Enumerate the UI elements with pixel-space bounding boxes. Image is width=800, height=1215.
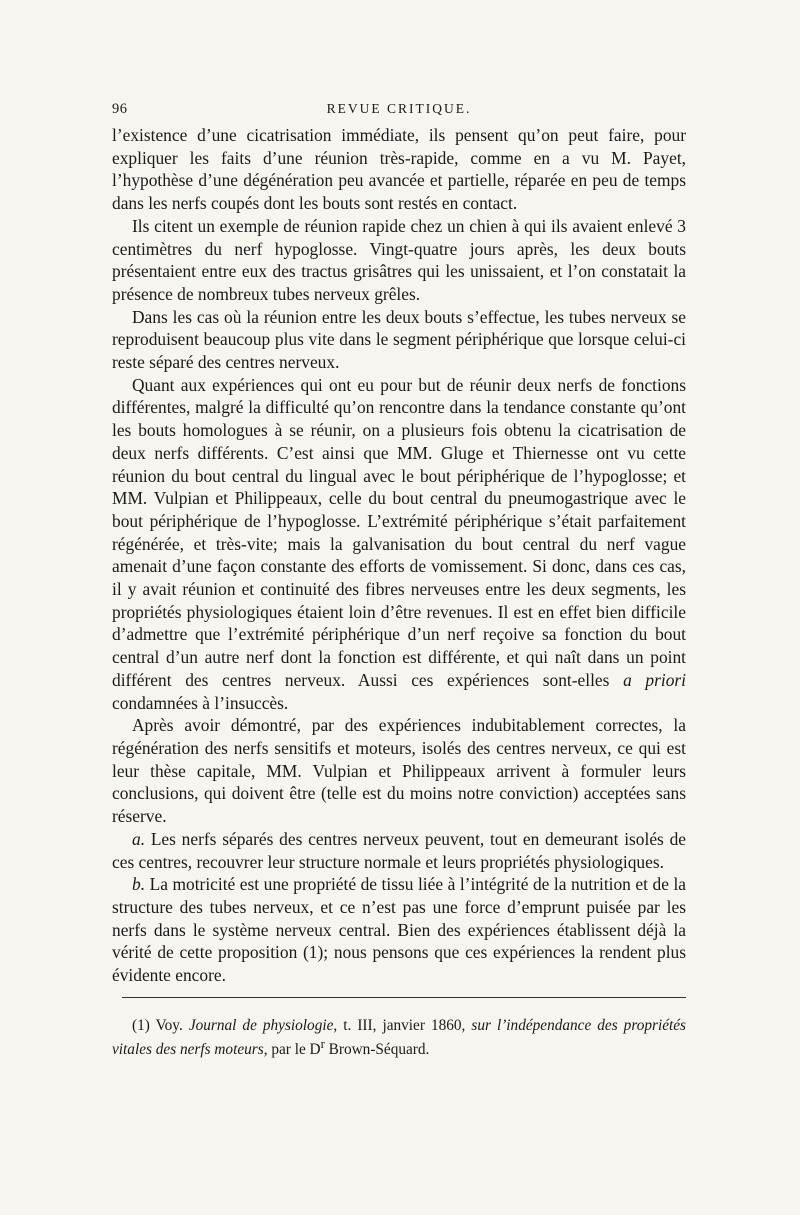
- running-title: REVUE CRITIQUE.: [326, 101, 472, 116]
- page-number: 96: [112, 101, 128, 117]
- conclusion-a: [112, 828, 686, 873]
- conclusion-b: [112, 873, 686, 987]
- item-b-label: b.: [132, 874, 146, 895]
- paragraph-2: Ils citent un exemple de réunion rapide chez un chien à qui ils avaient enlevé 3 centimètres du nerf hypoglosse. Vingt-quatre jours après, les deux bouts présentaient entre eux des tractus grisâtres qui les unissaient, et l’on constatait la présence de nombreux tubes nerveux grêles.: [112, 215, 686, 304]
- paragraph-4: [112, 374, 686, 715]
- footnote-prefix: Voy.: [149, 1016, 189, 1034]
- paragraph-1: l’existence d’une cicatrisation immédiate, ils pensent qu’on peut faire, pour expliquer les faits d’une réunion très-rapide, comme en a vu M. Payet, l’hypothèse d’une dégénération peu avancée et partielle, réparée en peu de temps dans les nerfs coupés dont les bouts sont restés en contact.: [112, 125, 686, 214]
- item-a-label: a.: [132, 828, 146, 849]
- footnote-marker: (1): [132, 1016, 150, 1034]
- footnote-reference: (1);: [297, 942, 334, 963]
- footnote-author: Brown-Séquard.: [324, 1041, 430, 1059]
- conclusion-b-text: La motricité est une propriété de tissu liée à l’intégrité de la nutrition et de la structure des tubes nerveux, et ce n’est pas une force d’emprunt puisée par les nerfs dans le système nerveux central. Bien des expériences établissent déjà la vérité de cette proposition: [112, 874, 686, 963]
- footnote-mid: , t. III, janvier 1860,: [333, 1016, 472, 1034]
- footnote-rule: [122, 997, 686, 998]
- running-header: [112, 96, 686, 124]
- paragraph-5: Après avoir démontré, par des expériences indubitablement correctes, la régénération des nerfs sensitifs et moteurs, isolés des centres nerveux, ce qui est leur thèse capitale, MM. Vulpian et Philippeaux arrivent à formuler leurs conclusions, qui doivent être (telle est du moins notre conviction) acceptées sans réserve.: [112, 715, 686, 827]
- footnote-suffix: , par le D: [263, 1041, 321, 1059]
- paragraph-4-text: Quant aux expériences qui ont eu pour but de réunir deux nerfs de fonctions différentes, malgré la difficulté qu’on rencontre dans la tendance constante qu’ont les bouts homologues à se réunir, on a plusieurs fois obtenu la cicatrisation de deux nerfs différents. C’est ainsi que MM. Gluge et Thiernesse ont vu cette réunion du bout central du lingual avec le bout périphérique de l’hypoglosse; et MM. Vulpian et Philippeaux, celle du bout central du pneumogastrique avec le bout périphérique de l’hypoglosse. L’extrémité périphérique s’était parfaitement régénérée, et très-vite; mais la galvanisation du bout central du nerf vague amenait d’une façon constante des efforts de vomissement. Si donc, dans ces cas, il y avait réunion et continuité des fibres nerveuses entre les deux segments, les propriétés physiologiques étaient loin d’être revenues. Il est en effet bien difficile d’admettre que l’extrémité périphérique d’un nerf reçoive sa fonction du bout central d’un autre nerf dont la fonction est différente, et qui naît dans un point différent des centres nerveux. Aussi ces expériences sont-elles: [112, 374, 686, 690]
- conclusion-b-tail: nous pensons que ces expériences la rendent plus évidente encore.: [112, 942, 686, 986]
- italic-a-priori: a priori: [623, 669, 687, 690]
- paragraph-3: Dans les cas où la réunion entre les deux bouts s’effectue, les tubes nerveux se reproduisent beaucoup plus vite dans le segment périphérique que lorsque celui-ci reste séparé des centres nerveux.: [112, 306, 686, 373]
- paragraph-4-tail: condamnées à l’insuccès.: [112, 692, 289, 713]
- conclusion-a-text: Les nerfs séparés des centres nerveux peuvent, tout en demeurant isolés de ces centres, recouvrer leur structure normale et leurs propriétés physiologiques.: [112, 828, 686, 872]
- footnote: [112, 1016, 686, 1060]
- body-text: [112, 124, 686, 987]
- footnote-sup: r: [320, 1037, 325, 1052]
- footnote-article: sur l’indépendance des propriétés vitales des nerfs moteurs: [112, 1016, 686, 1059]
- footnote-journal: Journal de physiologie: [188, 1016, 334, 1034]
- page: [112, 96, 686, 1075]
